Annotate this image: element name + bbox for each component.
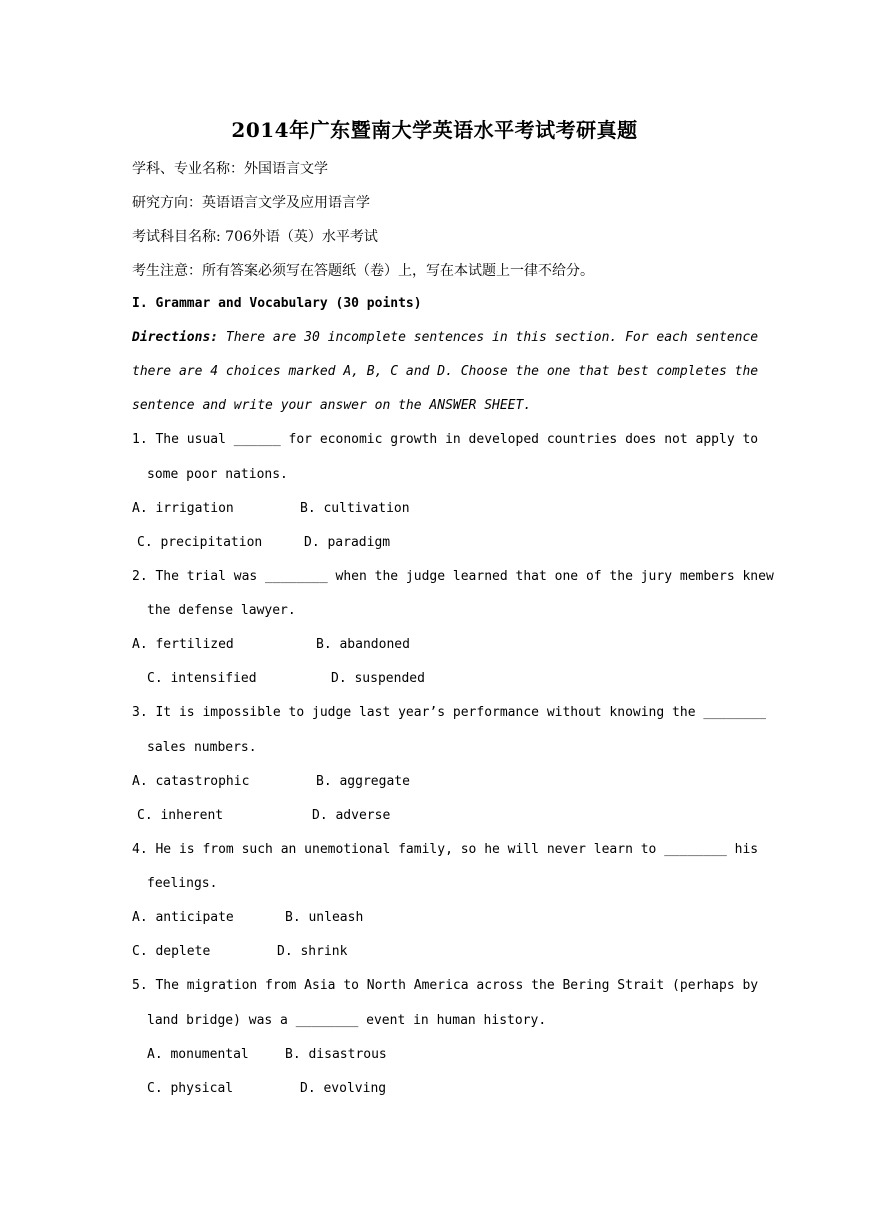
directions-label: Directions:: [132, 330, 219, 345]
candidate-notice: 考生注意：所有答案必须写在答题纸（卷）上，写在本试题上一律不给分。: [132, 263, 594, 279]
question-5-line-2: land bridge) was a ________ event in human history.: [147, 1013, 547, 1028]
question-3-option-c: C. inherent: [137, 808, 224, 823]
question-2-option-b: B. abandoned: [316, 637, 410, 652]
question-5-line-1: 5. The migration from Asia to North America across the Bering Strait (perhaps by: [132, 978, 759, 993]
question-4-option-c: C. deplete: [132, 944, 211, 959]
question-3-option-a: A. catastrophic: [132, 774, 250, 789]
question-3-option-b: B. aggregate: [316, 774, 410, 789]
question-1-option-c: C. precipitation: [137, 535, 263, 550]
document-title: 2014年广东暨南大学英语水平考试考研真题: [231, 118, 638, 142]
question-3-option-d: D. adverse: [312, 808, 391, 823]
exam-subject: 考试科目名称: 706外语（英）水平考试: [132, 229, 378, 245]
question-2-line-1: 2. The trial was ________ when the judge learned that one of the jury members knew: [132, 569, 774, 584]
directions-line-2: there are 4 choices marked A, B, C and D. Choose the one that best completes the: [132, 364, 759, 379]
question-5-option-c: C. physical: [147, 1081, 234, 1096]
question-2-option-d: D. suspended: [331, 671, 425, 686]
question-1-line-2: some poor nations.: [147, 467, 288, 482]
question-3-line-1: 3. It is impossible to judge last year’s performance without knowing the ________: [132, 705, 766, 720]
question-4-option-b: B. unleash: [285, 910, 364, 925]
directions-line-1: [132, 330, 758, 345]
section-heading: I. Grammar and Vocabulary (30 points): [132, 296, 422, 311]
question-1-option-d: D. paradigm: [304, 535, 391, 550]
directions-line-3: sentence and write your answer on the ANSWER SHEET.: [132, 398, 532, 413]
question-4-line-1: 4. He is from such an unemotional family, so he will never learn to ________ his: [132, 842, 759, 857]
research-direction: 研究方向：英语语言文学及应用语言学: [132, 195, 370, 211]
question-5-option-b: B. disastrous: [285, 1047, 387, 1062]
subject-major: 学科、专业名称：外国语言文学: [132, 161, 328, 177]
question-4-option-d: D. shrink: [277, 944, 348, 959]
question-2-option-c: C. intensified: [147, 671, 257, 686]
question-1-line-1: 1. The usual ______ for economic growth in developed countries does not apply to: [132, 432, 759, 447]
question-2-option-a: A. fertilized: [132, 637, 234, 652]
question-5-option-a: A. monumental: [147, 1047, 249, 1062]
question-1-option-b: B. cultivation: [300, 501, 410, 516]
question-4-line-2: feelings.: [147, 876, 218, 891]
question-3-line-2: sales numbers.: [147, 740, 257, 755]
question-5-option-d: D. evolving: [300, 1081, 387, 1096]
question-2-line-2: the defense lawyer.: [147, 603, 296, 618]
question-4-option-a: A. anticipate: [132, 910, 234, 925]
directions-text-1: There are 30 incomplete sentences in this section. For each sentence: [218, 330, 759, 345]
question-1-option-a: A. irrigation: [132, 501, 234, 516]
